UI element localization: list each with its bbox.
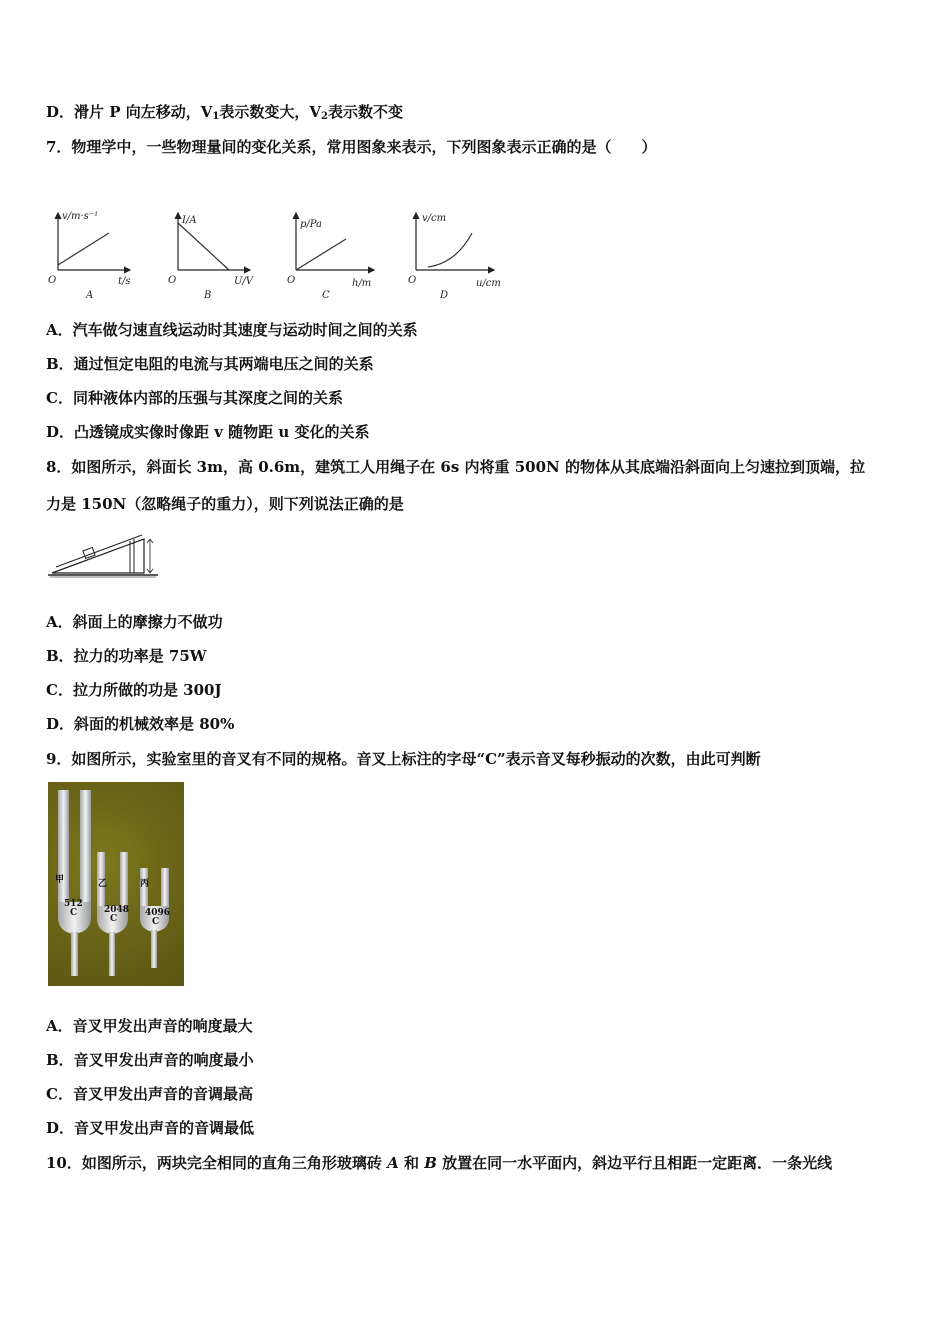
graph-a (48, 211, 131, 301)
fork-jia-freq: 512 (64, 899, 83, 909)
graph-b-origin: O (168, 275, 177, 286)
tuning-forks (48, 782, 184, 986)
q9-option-a: A．音叉甲发出声音的响度最大 (46, 1017, 253, 1035)
q8-option-a: A．斜面上的摩擦力不做功 (46, 613, 223, 631)
q9-stem: 9．如图所示，实验室里的音叉有不同的规格。音叉上标注的字母“C”表示音叉每秒振动的次数，由此可判断 (46, 750, 761, 768)
graph-c-origin: O (287, 275, 296, 286)
incline-figure (44, 527, 162, 581)
q7-option-c: C．同种液体内部的压强与其深度之间的关系 (46, 389, 343, 407)
graph-a-origin: O (48, 275, 57, 286)
graph-a-xlabel: t/s (118, 276, 131, 287)
q10-stem: 10．如图所示，两块完全相同的直角三角形玻璃砖 A 和 B 放置在同一水平面内，斜边平行且相距一定距离．一条光线 (46, 1154, 833, 1172)
fork-jia-name: 甲 (55, 875, 65, 885)
q9-option-d: D．音叉甲发出声音的音调最低 (46, 1119, 255, 1137)
q9-option-b: B．音叉甲发出声音的响度最小 (46, 1051, 254, 1069)
graph-d-caption: D (440, 290, 449, 301)
q6-option-d: D．滑片 P 向左移动，$V_1$表示数变大，$V_2$表示数不变 (46, 103, 403, 122)
fork-yi-freq: 2048 (104, 905, 130, 915)
fork-yi-name: 乙 (98, 879, 108, 889)
fork-jia-letter: C (70, 908, 78, 918)
q8-option-c: C．拉力所做的功是 300J (46, 681, 222, 699)
fork-yi (97, 852, 129, 976)
graph-c-ylabel: p/Pa (300, 219, 323, 230)
graph-d-ylabel: v/cm (422, 213, 447, 224)
fork-jia (55, 790, 91, 976)
q7-option-a: A．汽车做匀速直线运动时其速度与运动时间之间的关系 (46, 321, 418, 339)
graph-c (287, 213, 374, 301)
q8-option-b: B．拉力的功率是 75W (46, 647, 207, 665)
q8-option-d: D．斜面的机械效率是 80% (46, 715, 235, 733)
graph-c-xlabel: h/m (352, 278, 372, 289)
graph-b-ylabel: I/A (182, 215, 197, 226)
graph-b-caption: B (204, 290, 212, 301)
graph-d-xlabel: u/cm (476, 278, 501, 289)
q9-option-c: C．音叉甲发出声音的音调最高 (46, 1085, 253, 1103)
fork-bing-freq: 4096 (145, 908, 171, 918)
q7-graphs-figure (44, 205, 514, 303)
graph-c-caption: C (322, 290, 330, 301)
graph-b (168, 213, 255, 301)
fork-bing-name: 丙 (140, 879, 150, 889)
q8-stem-line1: 8．如图所示，斜面长 3m，高 0.6m，建筑工人用绳子在 6s 内将重 500N 的物体从其底端沿斜面向上匀速拉到顶端，拉 (46, 458, 865, 476)
graph-d (408, 213, 501, 301)
q7-option-d: D．凸透镜成实像时像距 v 随物距 u 变化的关系 (46, 423, 370, 441)
graph-b-xlabel: U/V (234, 276, 254, 287)
q7-stem: 7．物理学中，一些物理量间的变化关系，常用图象来表示，下列图象表示正确的是（ ） (46, 138, 657, 156)
graph-a-ylabel: v/m·s⁻¹ (62, 211, 99, 222)
graph-a-caption: A (86, 290, 94, 301)
q7-option-b: B．通过恒定电阻的电流与其两端电压之间的关系 (46, 355, 374, 373)
q8-stem-line2: 力是 150N（忽略绳子的重力），则下列说法正确的是 (46, 495, 404, 513)
graph-d-origin: O (408, 275, 417, 286)
fork-bing-letter: C (152, 917, 160, 927)
fork-yi-letter: C (110, 914, 118, 924)
fork-bing (140, 868, 170, 968)
